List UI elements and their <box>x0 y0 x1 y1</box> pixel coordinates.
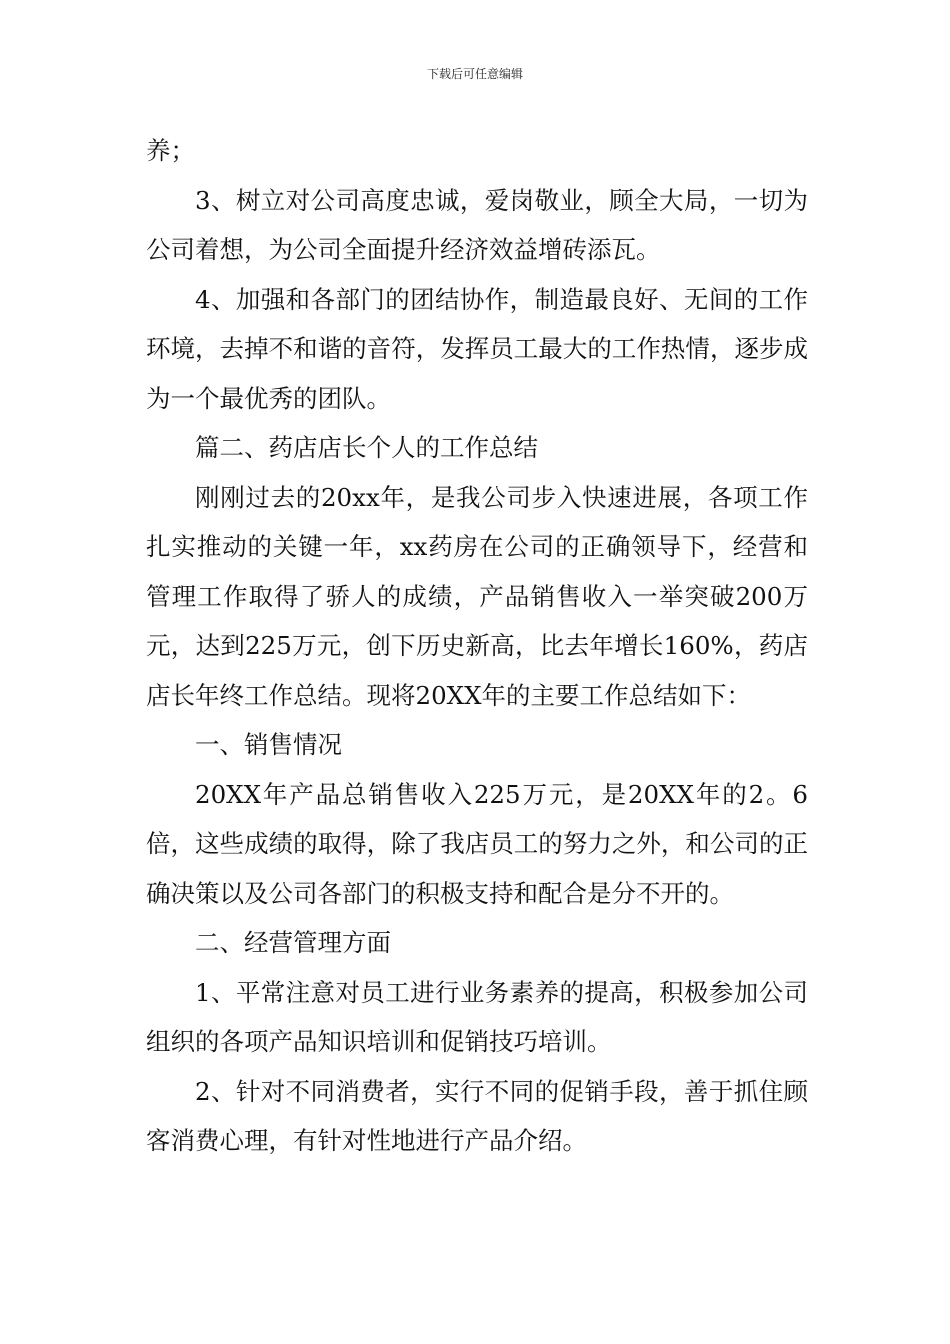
paragraph-3: 4、加强和各部门的团结协作，制造最良好、无间的工作环境，去掉不和谐的音符，发挥员工最大的工作热情，逐步成为一个最优秀的团队。 <box>146 284 808 413</box>
paragraph-5: 刚刚过去的20xx年，是我公司步入快速进展，各项工作扎实推动的关键一年，xx药房在公司的正确领导下，经营和管理工作取得了骄人的成绩，产品销售收入一举突破200万元，达到225万元，创下历史新高，比去年增长160%，药店店长年终工作总结。现将20XX年的主要工作总结如下： <box>146 482 808 710</box>
paragraph-10: 2、针对不同消费者，实行不同的促销手段，善于抓住顾客消费心理，有针对性地进行产品介绍。 <box>146 1076 808 1155</box>
paragraph-7: 20XX年产品总销售收入225万元，是20XX年的2。6倍，这些成绩的取得，除了我店员工的努力之外，和公司的正确决策以及公司各部门的积极支持和配合是分不开的。 <box>146 779 808 908</box>
page-header-note: 下载后可任意编辑 <box>426 67 523 81</box>
heading-sales: 一、销售情况 <box>195 730 342 759</box>
heading-management: 二、经营管理方面 <box>195 928 391 957</box>
document-body <box>146 126 808 1166</box>
section-title: 篇二、药店店长个人的工作总结 <box>195 433 538 462</box>
paragraph-9: 1、平常注意对员工进行业务素养的提高，积极参加公司组织的各项产品知识培训和促销技巧培训。 <box>146 977 808 1056</box>
paragraph-2: 3、树立对公司高度忠诚，爱岗敬业，顾全大局，一切为公司着想，为公司全面提升经济效益增砖添瓦。 <box>146 185 808 264</box>
paragraph-1: 养； <box>146 136 195 165</box>
